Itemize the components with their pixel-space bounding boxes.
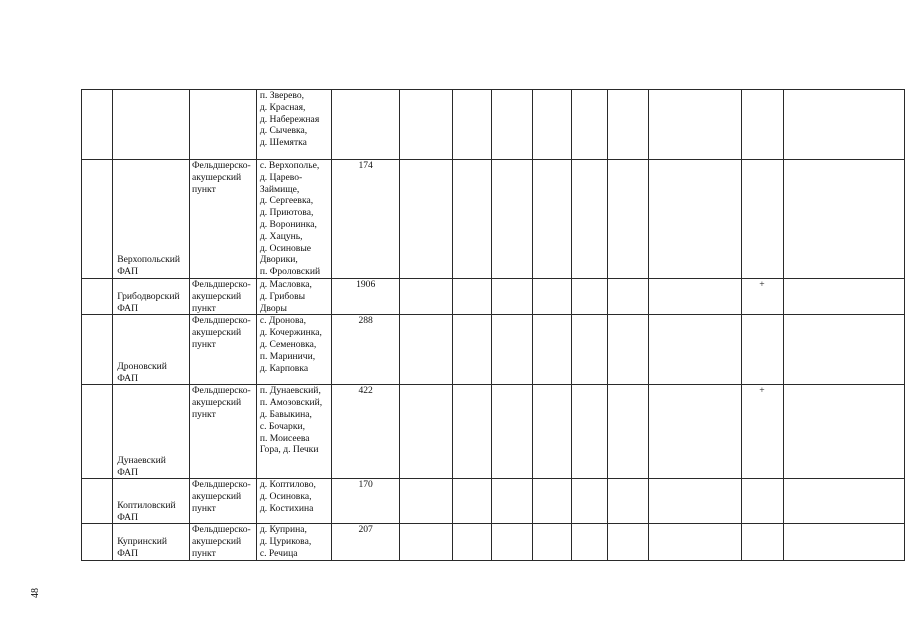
facility-name-cell: Купринский ФАП (113, 524, 190, 560)
empty-cell (533, 385, 572, 479)
empty-cell (399, 479, 453, 524)
empty-cell (608, 524, 649, 560)
mark-cell: + (741, 385, 783, 479)
empty-cell (453, 90, 492, 160)
facility-name-cell: Дроновский ФАП (113, 315, 190, 385)
empty-cell (82, 160, 113, 279)
empty-cell (572, 90, 608, 160)
empty-cell (492, 315, 533, 385)
table-row (82, 479, 905, 524)
empty-cell (399, 90, 453, 160)
empty-cell (649, 524, 741, 560)
empty-cell (649, 315, 741, 385)
mark-cell: + (741, 278, 783, 314)
table-row (82, 385, 905, 479)
empty-cell (492, 524, 533, 560)
villages-cell: д. Коптилово, д. Осиновка, д. Костихина (256, 479, 331, 524)
villages-cell: с. Верхополье, д. Царево-Займище, д. Сергеевка, д. Приютова, д. Воронинка, д. Хацунь, д. Осиновые Дворики, п. Фроловский (256, 160, 331, 279)
empty-cell (572, 524, 608, 560)
villages-cell: д. Куприна, д. Цурикова, с. Речица (256, 524, 331, 560)
facility-type-cell: Фельдшерско-акушерский пункт (189, 160, 256, 279)
empty-cell (533, 479, 572, 524)
facility-name-cell: Коптиловский ФАП (113, 479, 190, 524)
empty-cell (492, 90, 533, 160)
villages-cell: д. Масловка, д. Грибовы Дворы (256, 278, 331, 314)
empty-cell (572, 315, 608, 385)
empty-cell (572, 479, 608, 524)
population-cell: 207 (332, 524, 400, 560)
table-body (82, 90, 905, 561)
empty-cell (783, 479, 904, 524)
empty-cell (533, 278, 572, 314)
table-row (82, 160, 905, 279)
empty-cell (608, 90, 649, 160)
empty-cell (608, 278, 649, 314)
empty-cell (533, 90, 572, 160)
population-cell: 174 (332, 160, 400, 279)
empty-cell (453, 385, 492, 479)
empty-cell (492, 278, 533, 314)
empty-cell (533, 160, 572, 279)
facility-name-cell (113, 90, 190, 160)
empty-cell (453, 160, 492, 279)
empty-cell (649, 160, 741, 279)
facility-type-cell: Фельдшерско-акушерский пункт (189, 315, 256, 385)
population-cell: 1906 (332, 278, 400, 314)
empty-cell (82, 90, 113, 160)
empty-cell (649, 479, 741, 524)
empty-cell (649, 90, 741, 160)
empty-cell (399, 315, 453, 385)
facility-type-cell: Фельдшерско-акушерский пункт (189, 524, 256, 560)
empty-cell (399, 160, 453, 279)
empty-cell (399, 385, 453, 479)
table-row (82, 315, 905, 385)
empty-cell (453, 278, 492, 314)
population-cell: 422 (332, 385, 400, 479)
facility-name-cell: Дунаевский ФАП (113, 385, 190, 479)
empty-cell (783, 385, 904, 479)
page-number: 48 (30, 588, 41, 598)
table-row (82, 524, 905, 560)
villages-cell: с. Дронова, д. Кочержинка, д. Семеновка, п. Мариничи, д. Карповка (256, 315, 331, 385)
population-cell: 170 (332, 479, 400, 524)
villages-cell: п. Зверево, д. Красная, д. Набережная д. Сычевка, д. Шемятка (256, 90, 331, 160)
empty-cell (649, 385, 741, 479)
empty-cell (783, 90, 904, 160)
empty-cell (453, 479, 492, 524)
empty-cell (608, 479, 649, 524)
empty-cell (783, 315, 904, 385)
facilities-table (81, 89, 905, 561)
empty-cell (453, 315, 492, 385)
empty-cell (608, 160, 649, 279)
empty-cell (783, 160, 904, 279)
empty-cell (649, 278, 741, 314)
empty-cell (572, 278, 608, 314)
population-cell: 288 (332, 315, 400, 385)
population-cell (332, 90, 400, 160)
mark-cell (741, 479, 783, 524)
mark-cell (741, 160, 783, 279)
table-row (82, 90, 905, 160)
empty-cell (399, 278, 453, 314)
empty-cell (608, 315, 649, 385)
mark-cell (741, 524, 783, 560)
empty-cell (783, 524, 904, 560)
empty-cell (492, 385, 533, 479)
facility-name-cell: Верхопольский ФАП (113, 160, 190, 279)
empty-cell (492, 479, 533, 524)
villages-cell: п. Дунаевский, п. Амозовский, д. Бавыкина, с. Бочарки, п. Моисеева Гора, д. Печки (256, 385, 331, 479)
empty-cell (82, 385, 113, 479)
facility-type-cell: Фельдшерско-акушерский пункт (189, 479, 256, 524)
empty-cell (492, 160, 533, 279)
empty-cell (453, 524, 492, 560)
empty-cell (783, 278, 904, 314)
empty-cell (82, 315, 113, 385)
facility-type-cell: Фельдшерско-акушерский пункт (189, 278, 256, 314)
mark-cell (741, 90, 783, 160)
facility-type-cell: Фельдшерско-акушерский пункт (189, 385, 256, 479)
empty-cell (533, 315, 572, 385)
table-row (82, 278, 905, 314)
empty-cell (533, 524, 572, 560)
empty-cell (608, 385, 649, 479)
facility-type-cell (189, 90, 256, 160)
empty-cell (82, 278, 113, 314)
mark-cell (741, 315, 783, 385)
empty-cell (399, 524, 453, 560)
empty-cell (82, 524, 113, 560)
empty-cell (572, 160, 608, 279)
empty-cell (572, 385, 608, 479)
facility-name-cell: Грибодворский ФАП (113, 278, 190, 314)
empty-cell (82, 479, 113, 524)
